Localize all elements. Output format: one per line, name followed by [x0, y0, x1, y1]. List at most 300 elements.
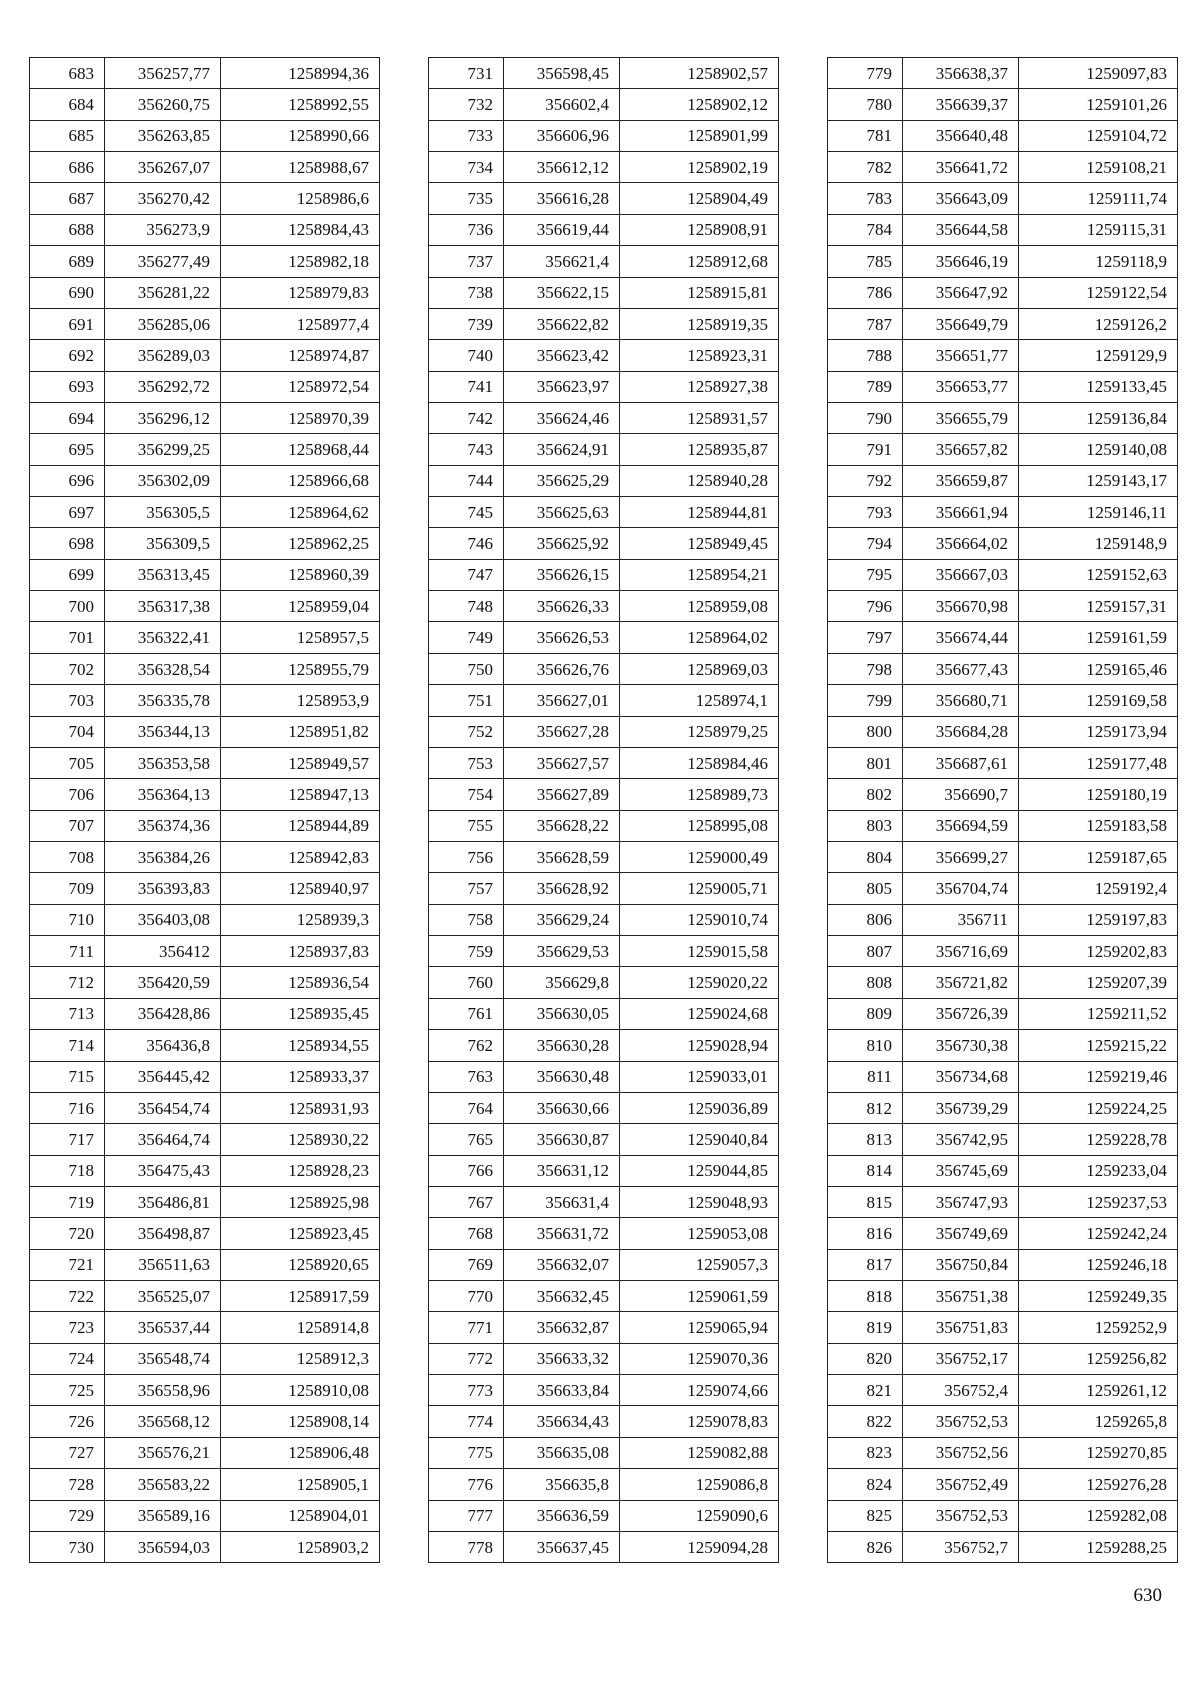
- y-coordinate-cell: 1258904,01: [221, 1500, 380, 1531]
- y-coordinate-cell: 1258994,36: [221, 58, 380, 89]
- x-coordinate-cell: 356498,87: [105, 1218, 221, 1249]
- y-coordinate-cell: 1259036,89: [620, 1092, 779, 1123]
- table-row: [828, 308, 1178, 339]
- point-number-cell: 722: [30, 1281, 105, 1312]
- y-coordinate-cell: 1259061,59: [620, 1281, 779, 1312]
- point-number-cell: 732: [429, 89, 504, 120]
- x-coordinate-cell: 356630,05: [504, 998, 620, 1029]
- point-number-cell: 744: [429, 465, 504, 496]
- point-number-cell: 698: [30, 528, 105, 559]
- table-row: [429, 716, 779, 747]
- x-coordinate-cell: 356631,72: [504, 1218, 620, 1249]
- table-row: [828, 1531, 1178, 1562]
- table-row: [828, 747, 1178, 778]
- x-coordinate-cell: 356445,42: [105, 1061, 221, 1092]
- point-number-cell: 734: [429, 152, 504, 183]
- y-coordinate-cell: 1258966,68: [221, 465, 380, 496]
- x-coordinate-cell: 356634,43: [504, 1406, 620, 1437]
- point-number-cell: 806: [828, 904, 903, 935]
- table-row: [30, 841, 380, 872]
- table-row: [429, 1406, 779, 1437]
- x-coordinate-cell: 356631,4: [504, 1186, 620, 1217]
- y-coordinate-cell: 1259040,84: [620, 1124, 779, 1155]
- y-coordinate-cell: 1259122,54: [1019, 277, 1178, 308]
- x-coordinate-cell: 356631,12: [504, 1155, 620, 1186]
- point-number-cell: 688: [30, 214, 105, 245]
- table-row: [828, 183, 1178, 214]
- table-row: [828, 89, 1178, 120]
- point-number-cell: 705: [30, 747, 105, 778]
- x-coordinate-cell: 356752,17: [903, 1343, 1019, 1374]
- y-coordinate-cell: 1258906,48: [221, 1437, 380, 1468]
- y-coordinate-cell: 1259270,85: [1019, 1437, 1178, 1468]
- x-coordinate-cell: 356384,26: [105, 841, 221, 872]
- x-coordinate-cell: 356628,92: [504, 873, 620, 904]
- y-coordinate-cell: 1258923,31: [620, 340, 779, 371]
- point-number-cell: 781: [828, 120, 903, 151]
- table-row: [429, 183, 779, 214]
- x-coordinate-cell: 356749,69: [903, 1218, 1019, 1249]
- x-coordinate-cell: 356639,37: [903, 89, 1019, 120]
- x-coordinate-cell: 356285,06: [105, 308, 221, 339]
- table-row: [429, 1124, 779, 1155]
- y-coordinate-cell: 1258937,83: [221, 936, 380, 967]
- y-coordinate-cell: 1259173,94: [1019, 716, 1178, 747]
- point-number-cell: 763: [429, 1061, 504, 1092]
- x-coordinate-cell: 356309,5: [105, 528, 221, 559]
- y-coordinate-cell: 1259169,58: [1019, 685, 1178, 716]
- x-coordinate-cell: 356721,82: [903, 967, 1019, 998]
- table-row: [30, 402, 380, 433]
- x-coordinate-cell: 356752,53: [903, 1406, 1019, 1437]
- table-row: [429, 1155, 779, 1186]
- point-number-cell: 767: [429, 1186, 504, 1217]
- x-coordinate-cell: 356292,72: [105, 371, 221, 402]
- x-coordinate-cell: 356403,08: [105, 904, 221, 935]
- y-coordinate-cell: 1258915,81: [620, 277, 779, 308]
- y-coordinate-cell: 1259252,9: [1019, 1312, 1178, 1343]
- x-coordinate-cell: 356621,4: [504, 246, 620, 277]
- table-row: [429, 1343, 779, 1374]
- x-coordinate-cell: 356626,76: [504, 653, 620, 684]
- y-coordinate-cell: 1258902,57: [620, 58, 779, 89]
- point-number-cell: 746: [429, 528, 504, 559]
- point-number-cell: 817: [828, 1249, 903, 1280]
- table-row: [30, 371, 380, 402]
- point-number-cell: 738: [429, 277, 504, 308]
- point-number-cell: 716: [30, 1092, 105, 1123]
- x-coordinate-cell: 356364,13: [105, 779, 221, 810]
- y-coordinate-cell: 1258910,08: [221, 1375, 380, 1406]
- point-number-cell: 692: [30, 340, 105, 371]
- table-row: [828, 1469, 1178, 1500]
- table-row: [30, 308, 380, 339]
- table-row: [30, 1469, 380, 1500]
- y-coordinate-cell: 1259282,08: [1019, 1500, 1178, 1531]
- x-coordinate-cell: 356751,38: [903, 1281, 1019, 1312]
- x-coordinate-cell: 356576,21: [105, 1437, 221, 1468]
- x-coordinate-cell: 356260,75: [105, 89, 221, 120]
- point-number-cell: 710: [30, 904, 105, 935]
- table-row: [429, 214, 779, 245]
- table-row: [828, 1030, 1178, 1061]
- table-row: [429, 936, 779, 967]
- y-coordinate-cell: 1259177,48: [1019, 747, 1178, 778]
- y-coordinate-cell: 1259044,85: [620, 1155, 779, 1186]
- x-coordinate-cell: 356583,22: [105, 1469, 221, 1500]
- y-coordinate-cell: 1259065,94: [620, 1312, 779, 1343]
- y-coordinate-cell: 1259165,46: [1019, 653, 1178, 684]
- point-number-cell: 731: [429, 58, 504, 89]
- x-coordinate-cell: 356622,15: [504, 277, 620, 308]
- point-number-cell: 699: [30, 559, 105, 590]
- y-coordinate-cell: 1258904,49: [620, 183, 779, 214]
- y-coordinate-cell: 1258931,57: [620, 402, 779, 433]
- table-row: [30, 1375, 380, 1406]
- y-coordinate-cell: 1259242,24: [1019, 1218, 1178, 1249]
- point-number-cell: 708: [30, 841, 105, 872]
- x-coordinate-cell: 356412: [105, 936, 221, 967]
- table-row: [30, 1030, 380, 1061]
- x-coordinate-cell: 356548,74: [105, 1343, 221, 1374]
- y-coordinate-cell: 1258964,02: [620, 622, 779, 653]
- point-number-cell: 702: [30, 653, 105, 684]
- table-row: [828, 1061, 1178, 1092]
- table-row: [429, 402, 779, 433]
- x-coordinate-cell: 356616,28: [504, 183, 620, 214]
- y-coordinate-cell: 1258962,25: [221, 528, 380, 559]
- point-number-cell: 761: [429, 998, 504, 1029]
- y-coordinate-cell: 1258947,13: [221, 779, 380, 810]
- x-coordinate-cell: 356328,54: [105, 653, 221, 684]
- table-row: [828, 967, 1178, 998]
- x-coordinate-cell: 356734,68: [903, 1061, 1019, 1092]
- x-coordinate-cell: 356627,57: [504, 747, 620, 778]
- x-coordinate-cell: 356281,22: [105, 277, 221, 308]
- x-coordinate-cell: 356632,07: [504, 1249, 620, 1280]
- y-coordinate-cell: 1258984,43: [221, 214, 380, 245]
- y-coordinate-cell: 1258901,99: [620, 120, 779, 151]
- x-coordinate-cell: 356464,74: [105, 1124, 221, 1155]
- y-coordinate-cell: 1259249,35: [1019, 1281, 1178, 1312]
- point-number-cell: 726: [30, 1406, 105, 1437]
- table-row: [30, 120, 380, 151]
- y-coordinate-cell: 1259237,53: [1019, 1186, 1178, 1217]
- table-row: [30, 465, 380, 496]
- point-number-cell: 695: [30, 434, 105, 465]
- point-number-cell: 773: [429, 1375, 504, 1406]
- y-coordinate-cell: 1258940,28: [620, 465, 779, 496]
- point-number-cell: 791: [828, 434, 903, 465]
- point-number-cell: 747: [429, 559, 504, 590]
- point-number-cell: 820: [828, 1343, 903, 1374]
- table-row: [429, 120, 779, 151]
- y-coordinate-cell: 1258990,66: [221, 120, 380, 151]
- table-row: [30, 1343, 380, 1374]
- y-coordinate-cell: 1259228,78: [1019, 1124, 1178, 1155]
- point-number-cell: 723: [30, 1312, 105, 1343]
- table-row: [30, 528, 380, 559]
- table-row: [429, 465, 779, 496]
- x-coordinate-cell: 356629,24: [504, 904, 620, 935]
- point-number-cell: 760: [429, 967, 504, 998]
- y-coordinate-cell: 1258935,45: [221, 998, 380, 1029]
- y-coordinate-cell: 1259005,71: [620, 873, 779, 904]
- y-coordinate-cell: 1259028,94: [620, 1030, 779, 1061]
- y-coordinate-cell: 1259261,12: [1019, 1375, 1178, 1406]
- point-number-cell: 720: [30, 1218, 105, 1249]
- x-coordinate-cell: 356636,59: [504, 1500, 620, 1531]
- point-number-cell: 776: [429, 1469, 504, 1500]
- y-coordinate-cell: 1258992,55: [221, 89, 380, 120]
- x-coordinate-cell: 356638,37: [903, 58, 1019, 89]
- x-coordinate-cell: 356317,38: [105, 591, 221, 622]
- y-coordinate-cell: 1258949,45: [620, 528, 779, 559]
- table-row: [828, 1343, 1178, 1374]
- table-row: [30, 1061, 380, 1092]
- x-coordinate-cell: 356629,8: [504, 967, 620, 998]
- x-coordinate-cell: 356537,44: [105, 1312, 221, 1343]
- x-coordinate-cell: 356353,58: [105, 747, 221, 778]
- table-row: [429, 1375, 779, 1406]
- y-coordinate-cell: 1259097,83: [1019, 58, 1178, 89]
- table-row: [30, 998, 380, 1029]
- table-row: [30, 716, 380, 747]
- table-row: [30, 936, 380, 967]
- x-coordinate-cell: 356627,01: [504, 685, 620, 716]
- y-coordinate-cell: 1259197,83: [1019, 904, 1178, 935]
- y-coordinate-cell: 1259133,45: [1019, 371, 1178, 402]
- table-row: [828, 1092, 1178, 1123]
- y-coordinate-cell: 1259033,01: [620, 1061, 779, 1092]
- point-number-cell: 778: [429, 1531, 504, 1562]
- point-number-cell: 823: [828, 1437, 903, 1468]
- point-number-cell: 803: [828, 810, 903, 841]
- point-number-cell: 785: [828, 246, 903, 277]
- x-coordinate-cell: 356651,77: [903, 340, 1019, 371]
- x-coordinate-cell: 356640,48: [903, 120, 1019, 151]
- x-coordinate-cell: 356674,44: [903, 622, 1019, 653]
- y-coordinate-cell: 1259118,9: [1019, 246, 1178, 277]
- y-coordinate-cell: 1258925,98: [221, 1186, 380, 1217]
- y-coordinate-cell: 1259020,22: [620, 967, 779, 998]
- x-coordinate-cell: 356313,45: [105, 559, 221, 590]
- point-number-cell: 772: [429, 1343, 504, 1374]
- x-coordinate-cell: 356677,43: [903, 653, 1019, 684]
- y-coordinate-cell: 1258936,54: [221, 967, 380, 998]
- x-coordinate-cell: 356627,28: [504, 716, 620, 747]
- table-row: [828, 1249, 1178, 1280]
- table-row: [30, 1218, 380, 1249]
- table-row: [429, 904, 779, 935]
- table-row: [828, 873, 1178, 904]
- point-number-cell: 717: [30, 1124, 105, 1155]
- y-coordinate-cell: 1258928,23: [221, 1155, 380, 1186]
- point-number-cell: 756: [429, 841, 504, 872]
- x-coordinate-cell: 356659,87: [903, 465, 1019, 496]
- x-coordinate-cell: 356635,8: [504, 1469, 620, 1500]
- y-coordinate-cell: 1258940,97: [221, 873, 380, 904]
- table-row: [30, 1406, 380, 1437]
- y-coordinate-cell: 1259104,72: [1019, 120, 1178, 151]
- x-coordinate-cell: 356633,32: [504, 1343, 620, 1374]
- table-row: [828, 685, 1178, 716]
- x-coordinate-cell: 356630,87: [504, 1124, 620, 1155]
- point-number-cell: 807: [828, 936, 903, 967]
- y-coordinate-cell: 1259161,59: [1019, 622, 1178, 653]
- point-number-cell: 799: [828, 685, 903, 716]
- x-coordinate-cell: 356687,61: [903, 747, 1019, 778]
- x-coordinate-cell: 356624,91: [504, 434, 620, 465]
- table-row: [429, 779, 779, 810]
- coordinates-table-1: [29, 57, 380, 1563]
- y-coordinate-cell: 1258982,18: [221, 246, 380, 277]
- y-coordinate-cell: 1258989,73: [620, 779, 779, 810]
- point-number-cell: 714: [30, 1030, 105, 1061]
- y-coordinate-cell: 1259276,28: [1019, 1469, 1178, 1500]
- y-coordinate-cell: 1259265,8: [1019, 1406, 1178, 1437]
- table-row: [429, 1218, 779, 1249]
- x-coordinate-cell: 356716,69: [903, 936, 1019, 967]
- table-row: [30, 622, 380, 653]
- point-number-cell: 771: [429, 1312, 504, 1343]
- table-row: [828, 1500, 1178, 1531]
- y-coordinate-cell: 1258970,39: [221, 402, 380, 433]
- y-coordinate-cell: 1258933,37: [221, 1061, 380, 1092]
- point-number-cell: 766: [429, 1155, 504, 1186]
- point-number-cell: 730: [30, 1531, 105, 1562]
- table-row: [828, 465, 1178, 496]
- x-coordinate-cell: 356436,8: [105, 1030, 221, 1061]
- point-number-cell: 792: [828, 465, 903, 496]
- table-row: [429, 371, 779, 402]
- table-row: [828, 120, 1178, 151]
- table-row: [429, 998, 779, 1029]
- x-coordinate-cell: 356589,16: [105, 1500, 221, 1531]
- point-number-cell: 749: [429, 622, 504, 653]
- table-row: [30, 152, 380, 183]
- y-coordinate-cell: 1259057,3: [620, 1249, 779, 1280]
- x-coordinate-cell: 356428,86: [105, 998, 221, 1029]
- y-coordinate-cell: 1258984,46: [620, 747, 779, 778]
- point-number-cell: 685: [30, 120, 105, 151]
- y-coordinate-cell: 1259115,31: [1019, 214, 1178, 245]
- x-coordinate-cell: 356661,94: [903, 497, 1019, 528]
- x-coordinate-cell: 356628,59: [504, 841, 620, 872]
- y-coordinate-cell: 1259086,8: [620, 1469, 779, 1500]
- table-row: [828, 277, 1178, 308]
- table-row: [429, 340, 779, 371]
- table-row: [429, 277, 779, 308]
- x-coordinate-cell: 356643,09: [903, 183, 1019, 214]
- table-row: [828, 841, 1178, 872]
- table-row: [30, 1500, 380, 1531]
- y-coordinate-cell: 1258920,65: [221, 1249, 380, 1280]
- x-coordinate-cell: 356680,71: [903, 685, 1019, 716]
- table-row: [828, 810, 1178, 841]
- point-number-cell: 683: [30, 58, 105, 89]
- y-coordinate-cell: 1258927,38: [620, 371, 779, 402]
- table-row: [828, 528, 1178, 559]
- table-row: [429, 591, 779, 622]
- table-row: [429, 434, 779, 465]
- table-row: [30, 1531, 380, 1562]
- table-row: [429, 152, 779, 183]
- y-coordinate-cell: 1258908,91: [620, 214, 779, 245]
- y-coordinate-cell: 1259053,08: [620, 1218, 779, 1249]
- table-row: [828, 936, 1178, 967]
- x-coordinate-cell: 356296,12: [105, 402, 221, 433]
- table-row: [429, 747, 779, 778]
- table-row: [30, 1186, 380, 1217]
- coordinates-table-body: [30, 58, 380, 1563]
- x-coordinate-cell: 356664,02: [903, 528, 1019, 559]
- point-number-cell: 802: [828, 779, 903, 810]
- x-coordinate-cell: 356711: [903, 904, 1019, 935]
- x-coordinate-cell: 356684,28: [903, 716, 1019, 747]
- table-row: [30, 340, 380, 371]
- point-number-cell: 696: [30, 465, 105, 496]
- point-number-cell: 704: [30, 716, 105, 747]
- point-number-cell: 755: [429, 810, 504, 841]
- point-number-cell: 824: [828, 1469, 903, 1500]
- y-coordinate-cell: 1258986,6: [221, 183, 380, 214]
- y-coordinate-cell: 1258917,59: [221, 1281, 380, 1312]
- table-row: [828, 1375, 1178, 1406]
- y-coordinate-cell: 1258903,2: [221, 1531, 380, 1562]
- point-number-cell: 784: [828, 214, 903, 245]
- y-coordinate-cell: 1258988,67: [221, 152, 380, 183]
- y-coordinate-cell: 1258953,9: [221, 685, 380, 716]
- table-row: [828, 1218, 1178, 1249]
- table-row: [828, 1406, 1178, 1437]
- y-coordinate-cell: 1259187,65: [1019, 841, 1178, 872]
- table-row: [429, 1030, 779, 1061]
- y-coordinate-cell: 1259143,17: [1019, 465, 1178, 496]
- x-coordinate-cell: 356622,82: [504, 308, 620, 339]
- y-coordinate-cell: 1259180,19: [1019, 779, 1178, 810]
- point-number-cell: 782: [828, 152, 903, 183]
- y-coordinate-cell: 1259090,6: [620, 1500, 779, 1531]
- point-number-cell: 815: [828, 1186, 903, 1217]
- x-coordinate-cell: 356747,93: [903, 1186, 1019, 1217]
- y-coordinate-cell: 1259048,93: [620, 1186, 779, 1217]
- point-number-cell: 764: [429, 1092, 504, 1123]
- y-coordinate-cell: 1258974,1: [620, 685, 779, 716]
- point-number-cell: 750: [429, 653, 504, 684]
- y-coordinate-cell: 1259157,31: [1019, 591, 1178, 622]
- point-number-cell: 758: [429, 904, 504, 935]
- x-coordinate-cell: 356704,74: [903, 873, 1019, 904]
- x-coordinate-cell: 356628,22: [504, 810, 620, 841]
- x-coordinate-cell: 356322,41: [105, 622, 221, 653]
- point-number-cell: 686: [30, 152, 105, 183]
- y-coordinate-cell: 1258930,22: [221, 1124, 380, 1155]
- point-number-cell: 762: [429, 1030, 504, 1061]
- table-row: [828, 402, 1178, 433]
- point-number-cell: 733: [429, 120, 504, 151]
- x-coordinate-cell: 356630,48: [504, 1061, 620, 1092]
- table-row: [828, 904, 1178, 935]
- y-coordinate-cell: 1259246,18: [1019, 1249, 1178, 1280]
- point-number-cell: 798: [828, 653, 903, 684]
- table-row: [429, 810, 779, 841]
- table-row: [30, 277, 380, 308]
- x-coordinate-cell: 356486,81: [105, 1186, 221, 1217]
- point-number-cell: 724: [30, 1343, 105, 1374]
- x-coordinate-cell: 356454,74: [105, 1092, 221, 1123]
- x-coordinate-cell: 356568,12: [105, 1406, 221, 1437]
